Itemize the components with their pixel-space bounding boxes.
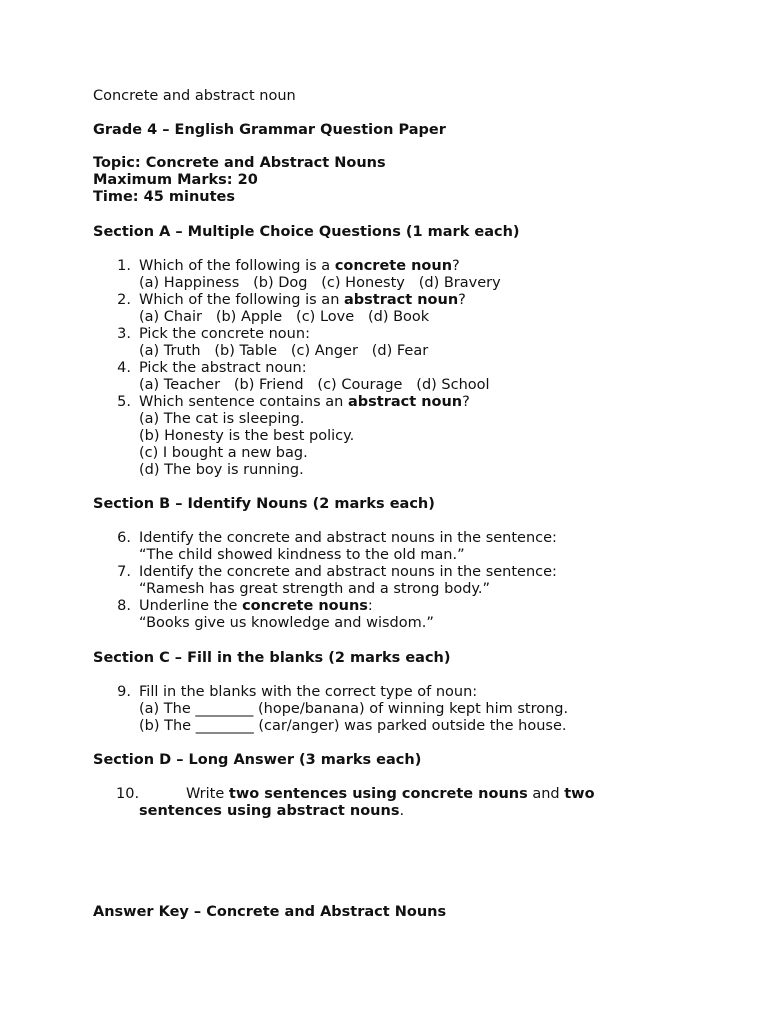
question-text: Pick the concrete noun: — [139, 326, 310, 342]
section-c-heading: Section C – Fill in the blanks (2 marks each) — [93, 650, 451, 666]
question-text: Identify the concrete and abstract nouns in the sentence: — [139, 530, 557, 546]
question-number: 4. — [117, 360, 131, 376]
question-text-cont: sentences using abstract nouns. — [139, 803, 405, 819]
question-text: Underline the concrete nouns: — [139, 598, 373, 614]
question-options: (a) Happiness (b) Dog (c) Honesty (d) Bravery — [139, 275, 501, 291]
question-option: (b) Honesty is the best policy. — [139, 428, 355, 444]
question-sentence: “The child showed kindness to the old man.” — [139, 547, 465, 563]
topic-line: Topic: Concrete and Abstract Nouns — [93, 155, 386, 171]
fill-blank-b: (b) The ________ (car/anger) was parked outside the house. — [139, 718, 567, 734]
question-number: 6. — [117, 530, 131, 546]
question-number: 2. — [117, 292, 131, 308]
time-line: Time: 45 minutes — [93, 189, 235, 205]
question-text: Write two sentences using concrete nouns and two — [186, 786, 595, 802]
question-option: (a) The cat is sleeping. — [139, 411, 305, 427]
max-marks-line: Maximum Marks: 20 — [93, 172, 258, 188]
question-options: (a) Teacher (b) Friend (c) Courage (d) School — [139, 377, 490, 393]
question-text: Which of the following is an abstract noun? — [139, 292, 466, 308]
question-number: 10. — [116, 786, 140, 802]
section-d-heading: Section D – Long Answer (3 marks each) — [93, 752, 422, 768]
question-number: 7. — [117, 564, 131, 580]
paper-title: Grade 4 – English Grammar Question Paper — [93, 122, 446, 138]
question-option: (d) The boy is running. — [139, 462, 304, 478]
question-sentence: “Books give us knowledge and wisdom.” — [139, 615, 434, 631]
answer-key-title: Answer Key – Concrete and Abstract Nouns — [93, 904, 447, 920]
question-text: Which sentence contains an abstract noun? — [139, 394, 470, 410]
question-sentence: “Ramesh has great strength and a strong body.” — [139, 581, 491, 597]
question-number: 1. — [117, 258, 131, 274]
question-option: (c) I bought a new bag. — [139, 445, 308, 461]
document-title: Concrete and abstract noun — [93, 88, 296, 104]
question-number: 8. — [117, 598, 131, 614]
question-text: Identify the concrete and abstract nouns in the sentence: — [139, 564, 557, 580]
question-options: (a) Chair (b) Apple (c) Love (d) Book — [139, 309, 430, 325]
question-text: Which of the following is a concrete noun? — [139, 258, 460, 274]
question-number: 9. — [117, 684, 131, 700]
fill-blank-a: (a) The ________ (hope/banana) of winning kept him strong. — [139, 701, 569, 717]
question-number: 3. — [117, 326, 131, 342]
question-number: 5. — [117, 394, 131, 410]
section-b-heading: Section B – Identify Nouns (2 marks each) — [93, 496, 435, 512]
question-text: Fill in the blanks with the correct type of noun: — [139, 684, 478, 700]
section-a-heading: Section A – Multiple Choice Questions (1 mark each) — [93, 224, 520, 240]
question-options: (a) Truth (b) Table (c) Anger (d) Fear — [139, 343, 429, 359]
question-text: Pick the abstract noun: — [139, 360, 307, 376]
